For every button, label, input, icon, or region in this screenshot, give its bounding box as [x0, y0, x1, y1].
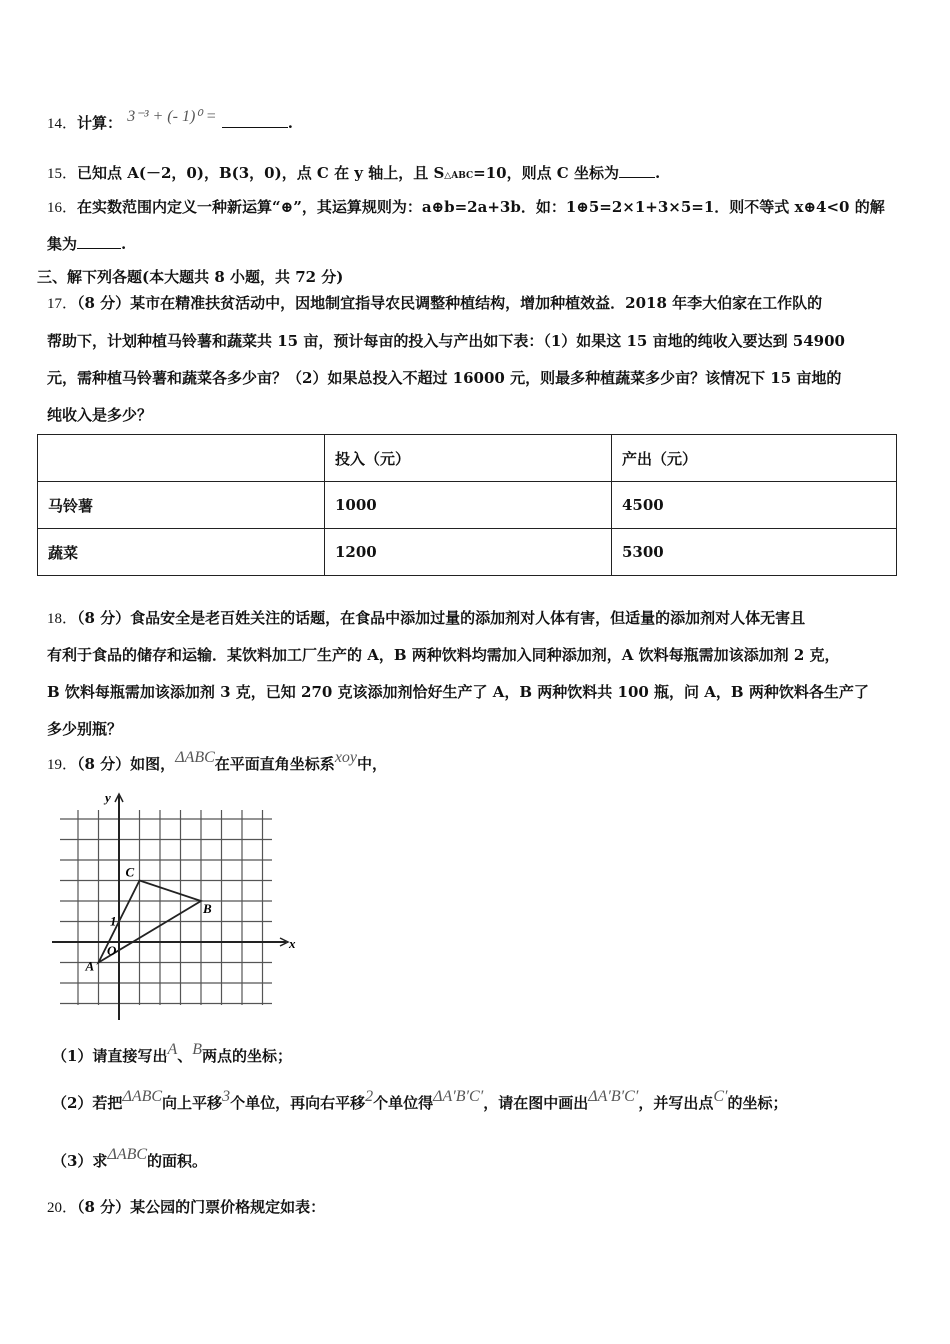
- table-cell: 投入（元）: [325, 435, 612, 482]
- table-cell: [38, 435, 325, 482]
- table-cell: 4500: [612, 482, 897, 529]
- table-row: [38, 529, 897, 576]
- q-text: 多少别瓶？: [47, 720, 123, 738]
- table-cell: 1200: [325, 529, 612, 576]
- question-16-line2: [47, 233, 126, 254]
- math-expr: 2: [365, 1088, 374, 1105]
- coordinate-grid-figure: [50, 790, 300, 1025]
- point-c-label: C: [125, 864, 135, 880]
- q19-part1: [52, 1041, 293, 1066]
- question-20: [47, 1196, 325, 1217]
- q-num: 16．: [47, 200, 78, 216]
- question-17: [47, 292, 822, 313]
- q-text: 向上平移: [162, 1094, 223, 1112]
- q-text: 在实数范围内定义一种新运算“⊕”，其运算规则为：a⊕b=2a+3b．如：1⊕5=2×1+3×5=1．则不等式 x⊕4<0 的解: [77, 198, 885, 216]
- math-expr: ΔABC: [107, 1146, 148, 1163]
- unit-label: 1: [110, 913, 117, 929]
- q-text: 纯收入是多少？: [47, 406, 153, 424]
- table-cell: 5300: [612, 529, 897, 576]
- section-heading: 三、解下列各题(本大题共 8 小题，共 72 分): [37, 268, 344, 286]
- q-text: （8 分）如图，: [77, 755, 176, 773]
- math-expr: ΔABC: [122, 1088, 163, 1105]
- q-label: 计算：: [77, 114, 123, 132]
- period: .: [287, 114, 293, 132]
- q-text: （1）请直接写出: [52, 1047, 168, 1065]
- q-text: ，请在图中画出: [483, 1094, 589, 1112]
- table-row: [38, 482, 897, 529]
- q-text: 、: [177, 1047, 193, 1065]
- math-expr: ΔA′B′C′: [433, 1088, 484, 1105]
- q-text: 的面积。: [147, 1152, 208, 1170]
- q-text: 已知点 A(－2，0)，B(3，0)，点 C 在 y 轴上，且 S: [77, 164, 445, 182]
- math-expr: C′: [713, 1088, 728, 1105]
- point-a-label: A: [85, 958, 95, 974]
- q-num: 17．: [47, 296, 78, 312]
- math-expr: ΔABC: [175, 749, 215, 766]
- q-text: 集为: [47, 235, 78, 253]
- q-text: 两点的坐标；: [202, 1047, 293, 1065]
- period: .: [121, 235, 127, 253]
- q-num: 14．: [47, 116, 78, 132]
- q19-part2: [52, 1088, 788, 1113]
- q-text: （8 分）某市在精准扶贫活动中，因地制宜指导农民调整种植结构，增加种植效益．2018 年李大伯家在工作队的: [77, 294, 823, 312]
- math-expr: 3: [222, 1088, 231, 1105]
- math-expr: ΔA′B′C′: [588, 1088, 639, 1105]
- q-text: 在平面直角坐标系: [214, 755, 335, 773]
- q19-part3: [52, 1146, 208, 1171]
- q-text: B 饮料每瓶需加该添加剂 3 克，已知 270 克该添加剂恰好生产了 A，B 两种饮料共 100 瓶，问 A，B 两种饮料各生产了: [47, 683, 869, 701]
- table-header-row: [38, 435, 897, 482]
- q-text: ，并写出点: [638, 1094, 714, 1112]
- question-14: [47, 108, 293, 133]
- table-cell: 马铃薯: [38, 482, 325, 529]
- q-text: 中，: [357, 755, 388, 773]
- y-axis-label: y: [105, 790, 111, 805]
- question-19: [47, 749, 388, 774]
- q-text: （8 分）食品安全是老百姓关注的话题，在食品中添加过量的添加剂对人体有害，但适量的添加剂对人体无害且: [77, 609, 806, 627]
- q-text: 有利于食品的储存和运输．某饮料加工厂生产的 A，B 两种饮料均需加入同种添加剂，A 饮料每瓶需加该添加剂 2 克，: [47, 646, 840, 664]
- math-expr: xoy: [334, 749, 358, 766]
- q-num: 18．: [47, 611, 78, 627]
- answer-blank[interactable]: [77, 248, 121, 249]
- q-num: 20．: [47, 1200, 78, 1216]
- q-text: 元，需种植马铃薯和蔬菜各多少亩？（2）如果总投入不超过 16000 元，则最多种植蔬菜多少亩？该情况下 15 亩地的: [47, 369, 842, 387]
- table-cell: 产出（元）: [612, 435, 897, 482]
- table-cell: 蔬菜: [38, 529, 325, 576]
- period: .: [654, 164, 661, 182]
- table-cell: 1000: [325, 482, 612, 529]
- math-expr: A: [167, 1041, 178, 1058]
- question-18: [47, 607, 805, 628]
- x-axis-label: x: [289, 936, 296, 951]
- subscript: △ABC: [444, 171, 474, 181]
- origin-label: O: [107, 943, 117, 958]
- question-16: [47, 196, 885, 217]
- q-text: （3）求: [52, 1152, 108, 1170]
- q-text: （2）若把: [52, 1094, 123, 1112]
- q-text: 帮助下，计划种植马铃薯和蔬菜共 15 亩，预计每亩的投入与产出如下表：（1）如果这 15 亩地的纯收入要达到 54900: [47, 332, 845, 350]
- q-text: 个单位，再向右平移: [230, 1094, 366, 1112]
- answer-blank[interactable]: [222, 127, 288, 128]
- q-text: 的坐标；: [727, 1094, 788, 1112]
- q-text: （8 分）某公园的门票价格规定如表：: [77, 1198, 326, 1216]
- math-expr: B: [192, 1041, 203, 1058]
- answer-blank[interactable]: [619, 177, 655, 178]
- math-expr: 3⁻³ + (- 1)⁰ =: [127, 108, 217, 125]
- point-b-label: B: [203, 901, 212, 916]
- question-15: [47, 162, 660, 183]
- q-text: 个单位得: [373, 1094, 434, 1112]
- q-num: 15．: [47, 166, 78, 182]
- cost-table: [37, 434, 897, 576]
- q-num: 19．: [47, 757, 78, 773]
- q-text: =10，则点 C 坐标为: [473, 164, 619, 182]
